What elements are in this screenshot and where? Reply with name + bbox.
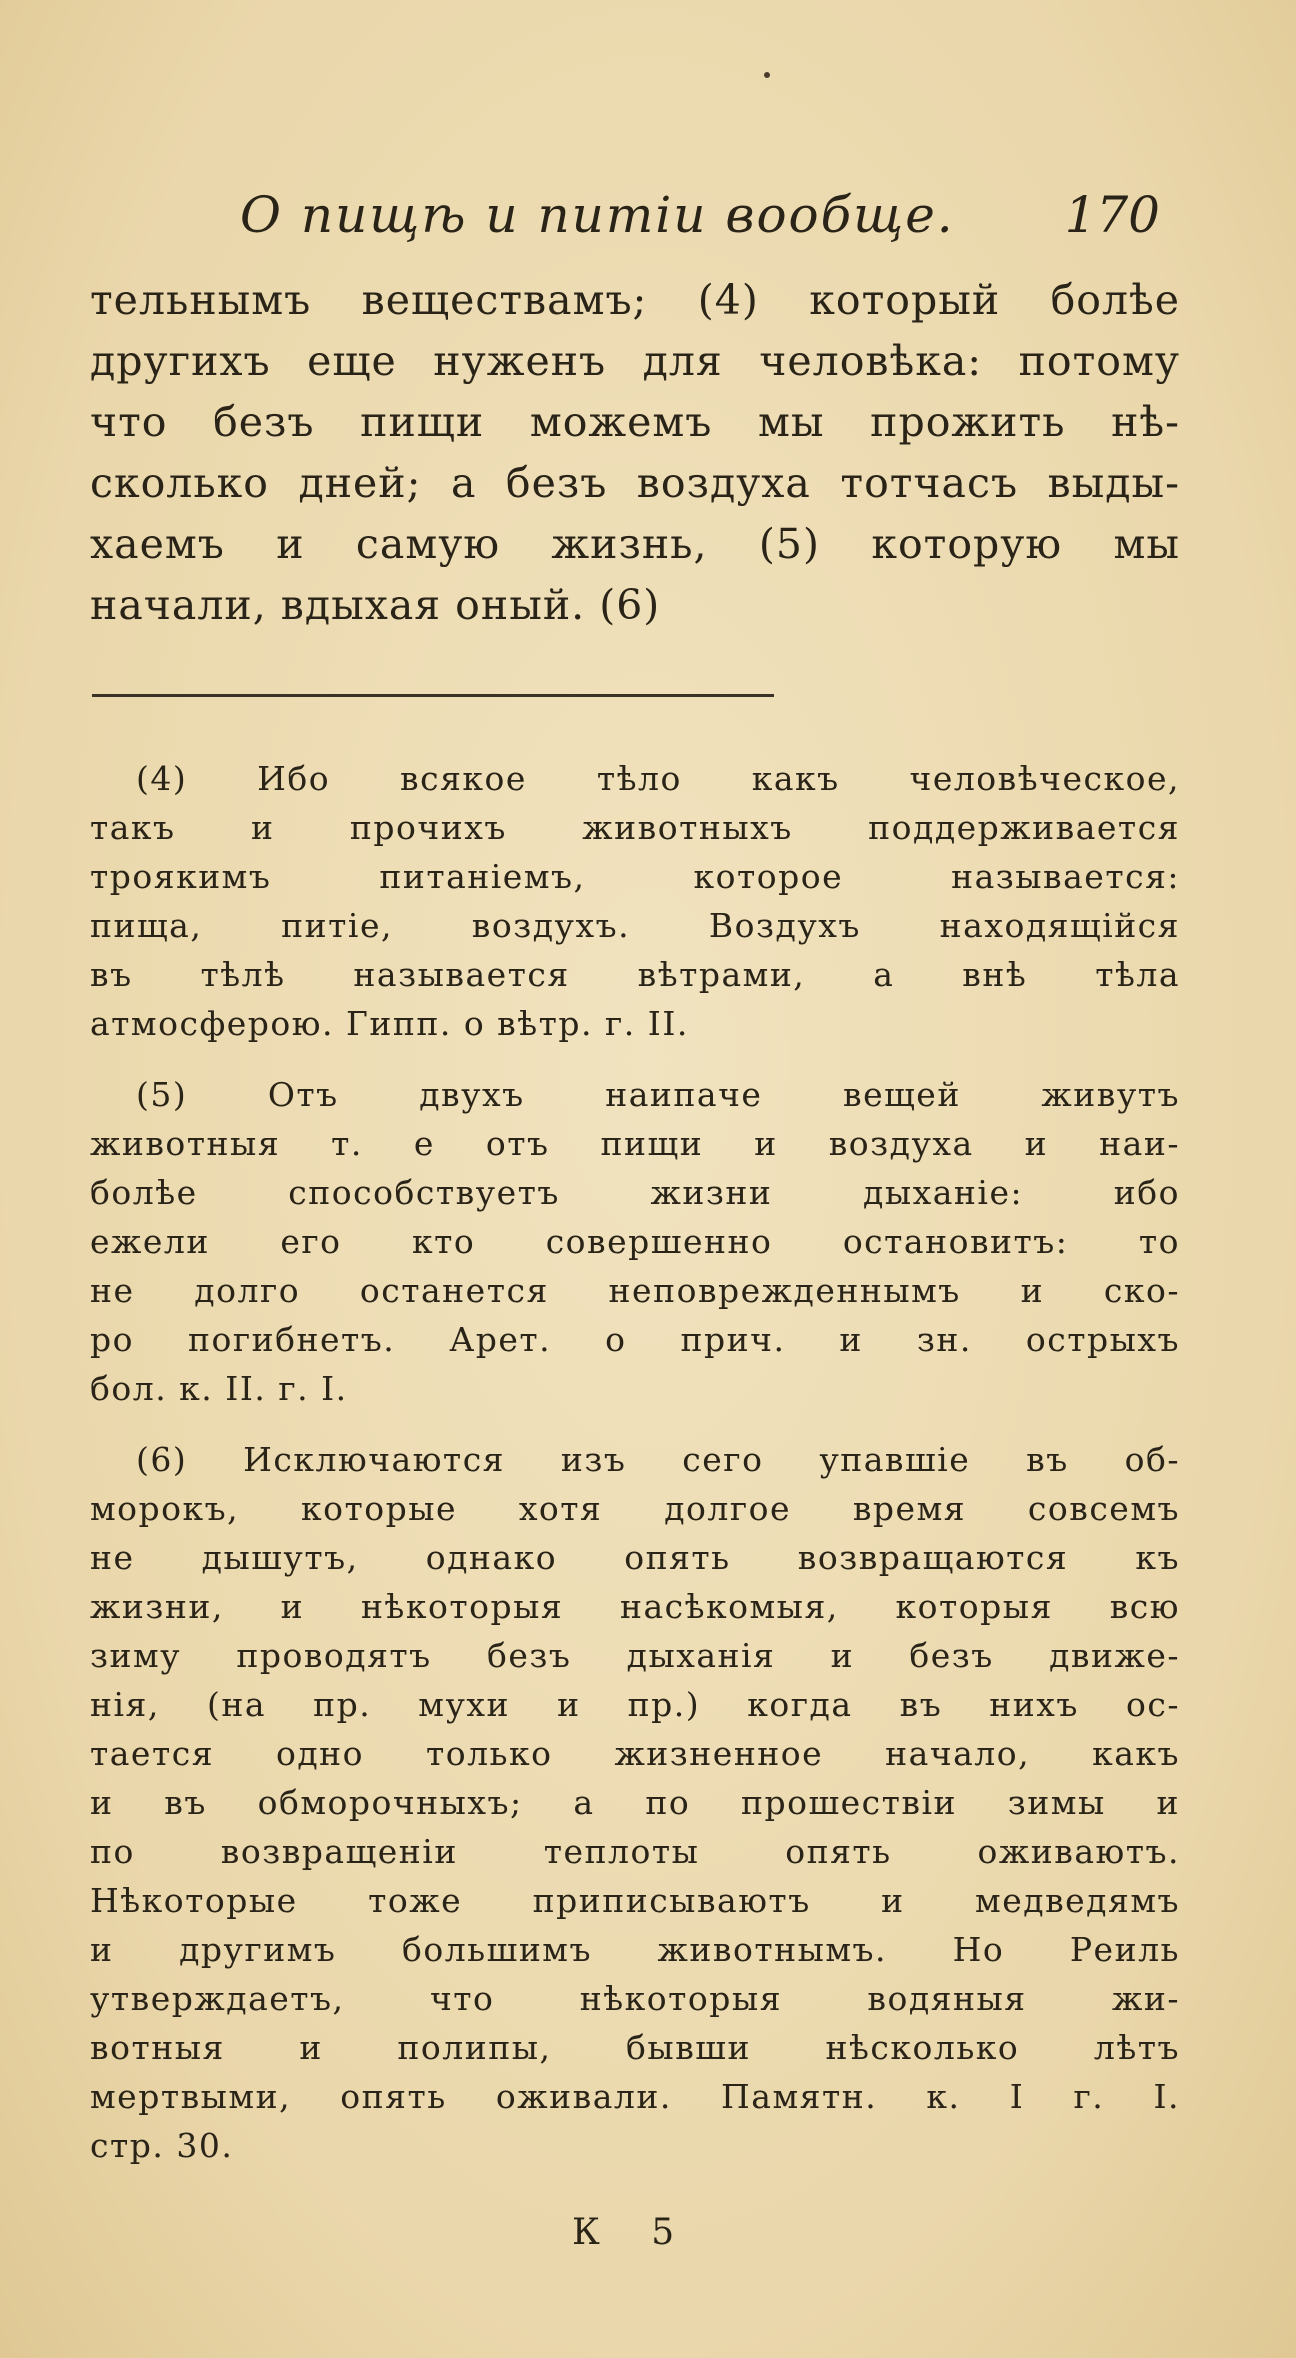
footnote-line: бол. к. II. г. I. [90, 1369, 348, 1408]
ink-speck [764, 72, 770, 78]
footnote-line: не дышутъ, однако опять возвращаются къ [90, 1538, 1180, 1577]
footnote-line: жизни, и нѣкоторыя насѣкомыя, которыя всю [90, 1587, 1180, 1626]
footnote-separator [92, 694, 774, 697]
footnote-line: утверждаетъ, что нѣкоторыя водяныя жи- [90, 1979, 1180, 2018]
main-text-line: сколько дней; а безъ воздуха тотчасъ выды- [90, 459, 1180, 507]
main-text-line: что безъ пищи можемъ мы прожить нѣ- [90, 398, 1180, 446]
main-text [90, 270, 1180, 636]
printer-signature: К 5 [572, 2212, 695, 2253]
footnote-line: троякимъ питаніемъ, которое называется: [90, 857, 1180, 896]
footnote-line: по возвращеніи теплоты опять оживаютъ. [90, 1832, 1180, 1871]
footnote-line: болѣе способствуетъ жизни дыханіе: ибо [90, 1173, 1180, 1212]
footnote-5 [90, 1070, 1180, 1413]
footnote-line: мертвыми, опять оживали. Памятн. к. I г. I. [90, 2077, 1180, 2116]
footnote-line: вотныя и полипы, бывши нѣсколько лѣтъ [90, 2028, 1180, 2067]
footnote-line: и другимъ большимъ животнымъ. Но Реиль [90, 1930, 1180, 1969]
main-text-line: хаемъ и самую жизнь, (5) которую мы [90, 520, 1180, 568]
footnote-line: нія, (на пр. мухи и пр.) когда въ нихъ ос- [90, 1685, 1180, 1724]
main-text-line: тельнымъ веществамъ; (4) который болѣе [90, 276, 1180, 324]
page-number: 170 [1064, 186, 1160, 244]
footnote-line: пища, питіе, воздухъ. Воздухъ находящійся [90, 906, 1180, 945]
footnote-line: животныя т. е отъ пищи и воздуха и наи- [90, 1124, 1180, 1163]
footnote-line: атмосферою. Гипп. о вѣтр. г. II. [90, 1004, 689, 1043]
page-header [240, 186, 1160, 256]
main-text-line: другихъ еще нуженъ для человѣка: потому [90, 337, 1180, 385]
footnote-line: (6) Исключаются изъ сего упавшіе въ об- [136, 1440, 1180, 1479]
footnote-line: ро погибнетъ. Арет. о прич. и зн. острыхъ [90, 1320, 1180, 1359]
footnote-line: стр. 30. [90, 2126, 234, 2165]
footnote-line: не долго останется неповрежденнымъ и ско- [90, 1271, 1180, 1310]
footnote-line: зиму проводятъ безъ дыханія и безъ движе- [90, 1636, 1180, 1675]
footnote-line: такъ и прочихъ животныхъ поддерживается [90, 808, 1180, 847]
footnote-line: Нѣкоторые тоже приписываютъ и медведямъ [90, 1881, 1180, 1920]
footnote-line: (4) Ибо всякое тѣло какъ человѣческое, [136, 759, 1180, 798]
footnote-line: и въ обморочныхъ; а по прошествіи зимы и [90, 1783, 1180, 1822]
footnote-line: морокъ, которые хотя долгое время совсемъ [90, 1489, 1180, 1528]
main-text-line: начали, вдыхая оный. (6) [90, 581, 661, 629]
footnote-line: (5) Отъ двухъ наипаче вещей живутъ [136, 1075, 1180, 1114]
footnote-4 [90, 754, 1180, 1048]
footnote-line: тается одно только жизненное начало, какъ [90, 1734, 1180, 1773]
footnotes [90, 754, 1180, 2192]
running-head: О пищѣ и питіи вообще. [240, 186, 955, 244]
footnote-line: въ тѣлѣ называется вѣтрами, а внѣ тѣла [90, 955, 1180, 994]
footnote-6 [90, 1435, 1180, 2170]
footnote-line: ежели его кто совершенно остановитъ: то [90, 1222, 1180, 1261]
